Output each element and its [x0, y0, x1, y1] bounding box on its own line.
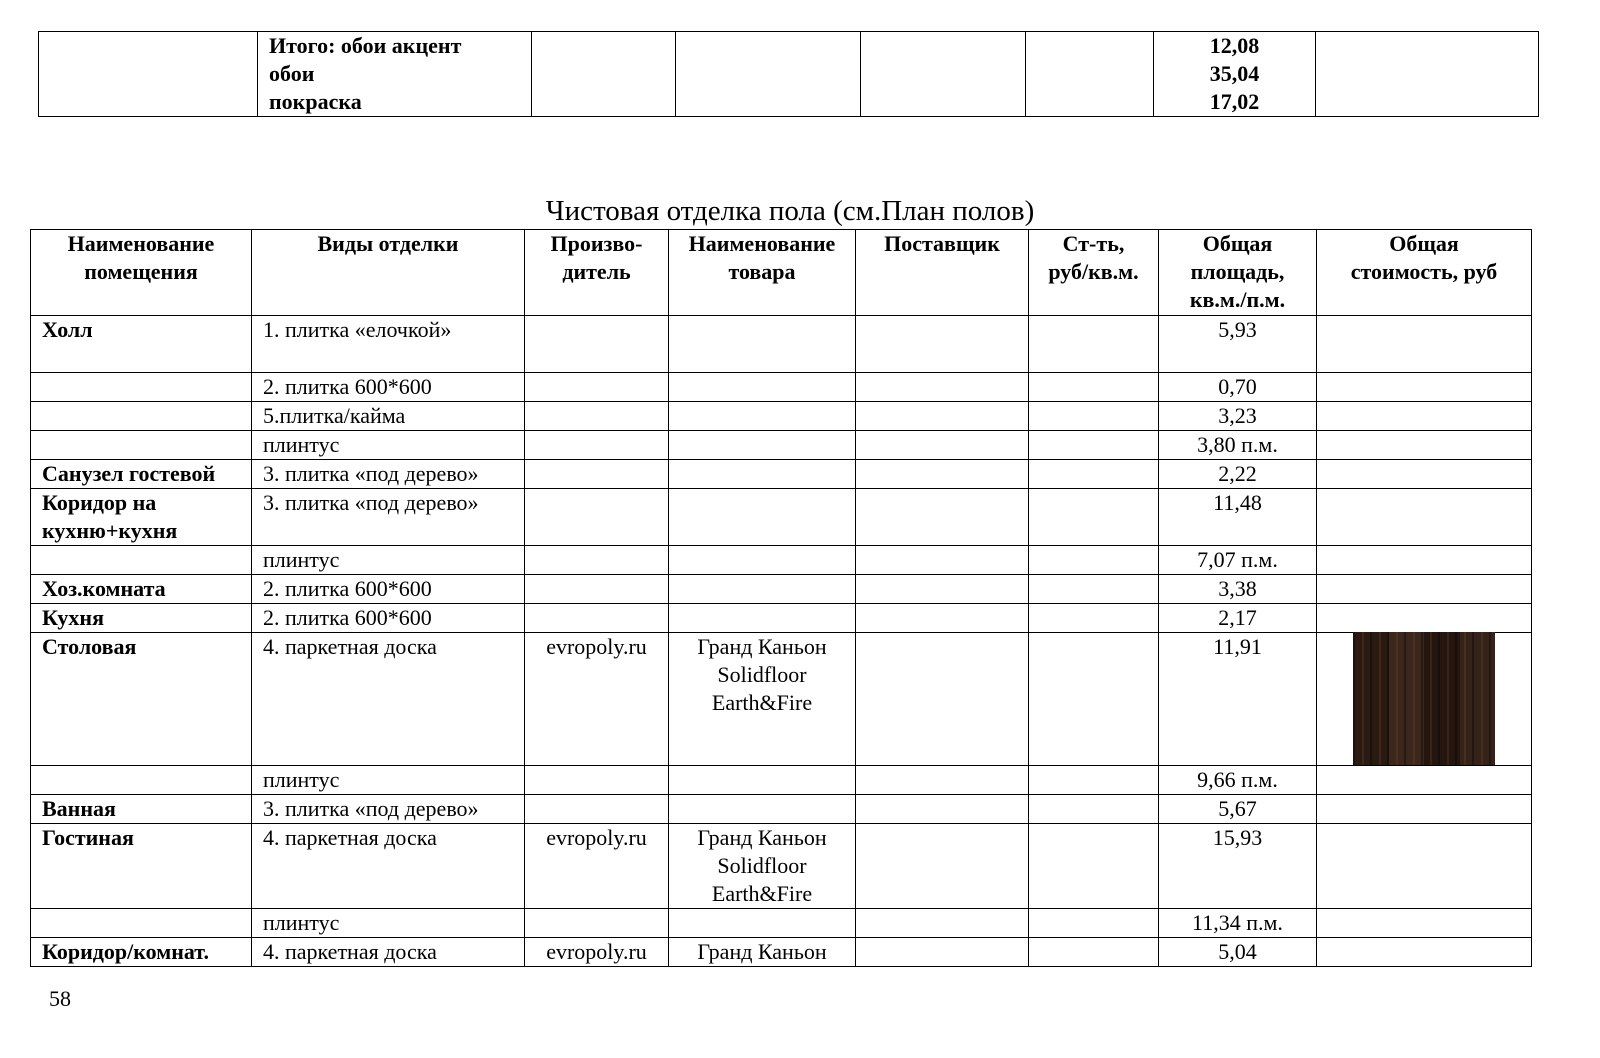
- room-name-cell: [31, 633, 252, 766]
- totals-label-cell: [258, 32, 532, 117]
- table-row: [31, 489, 1532, 546]
- supplier-cell: [856, 431, 1029, 460]
- manufacturer-cell: [525, 909, 669, 938]
- totals-label-line: обои: [269, 61, 315, 86]
- finish-type-cell: 1. плитка «елочкой»: [252, 316, 525, 373]
- room-name-cell: [31, 824, 252, 909]
- totals-cell-empty: [532, 32, 676, 117]
- manufacturer-cell: evropoly.ru: [525, 824, 669, 909]
- product-name-cell: [669, 604, 856, 633]
- totals-cell-empty: [39, 32, 258, 117]
- room-name-cell: [31, 489, 252, 546]
- column-header-line: Общая: [1202, 231, 1273, 256]
- manufacturer-cell: [525, 575, 669, 604]
- table-row: [31, 460, 1532, 489]
- room-name-cell: [31, 402, 252, 431]
- finish-type-cell: 4. паркетная доска: [252, 633, 525, 766]
- room-name-cell: [31, 373, 252, 402]
- area-cell: 11,91: [1159, 633, 1317, 766]
- column-header-line: кв.м./п.м.: [1189, 287, 1286, 312]
- price-cell: [1029, 460, 1159, 489]
- finish-type-cell: плинтус: [252, 909, 525, 938]
- room-name-cell: [31, 316, 252, 373]
- column-header-line: руб/кв.м.: [1048, 259, 1139, 284]
- total-cost-cell: [1317, 766, 1532, 795]
- total-cost-cell: [1317, 546, 1532, 575]
- supplier-cell: [856, 316, 1029, 373]
- finish-type-cell: 3. плитка «под дерево»: [252, 460, 525, 489]
- area-cell: 0,70: [1159, 373, 1317, 402]
- price-cell: [1029, 604, 1159, 633]
- totals-row: [39, 32, 1539, 117]
- supplier-cell: [856, 373, 1029, 402]
- price-cell: [1029, 795, 1159, 824]
- floor-finish-table: [30, 229, 1532, 967]
- column-header-line: Общая: [1389, 231, 1459, 256]
- finish-type-cell: 2. плитка 600*600: [252, 373, 525, 402]
- totals-label-line: покраска: [269, 89, 362, 114]
- column-header: [856, 230, 1029, 316]
- manufacturer-cell: evropoly.ru: [525, 938, 669, 967]
- area-cell: 11,48: [1159, 489, 1317, 546]
- finish-type-cell: 2. плитка 600*600: [252, 575, 525, 604]
- price-cell: [1029, 633, 1159, 766]
- supplier-cell: [856, 402, 1029, 431]
- price-cell: [1029, 824, 1159, 909]
- finish-type-cell: 2. плитка 600*600: [252, 604, 525, 633]
- table-row: [31, 795, 1532, 824]
- total-cost-cell: [1317, 489, 1532, 546]
- supplier-cell: [856, 938, 1029, 967]
- table-row: [31, 402, 1532, 431]
- manufacturer-cell: [525, 489, 669, 546]
- manufacturer-cell: [525, 402, 669, 431]
- price-cell: [1029, 431, 1159, 460]
- total-cost-cell: [1317, 938, 1532, 967]
- column-header-line: дитель: [562, 259, 631, 284]
- manufacturer-cell: [525, 373, 669, 402]
- product-name-cell: [669, 373, 856, 402]
- total-cost-cell: [1317, 909, 1532, 938]
- product-name-cell: [669, 460, 856, 489]
- totals-value-line: 12,08: [1209, 33, 1260, 58]
- totals-label-line: Итого: обои акцент: [269, 33, 462, 58]
- supplier-cell: [856, 546, 1029, 575]
- product-name-line: Гранд Каньон: [697, 939, 827, 964]
- total-cost-cell: [1317, 402, 1532, 431]
- table-row: [31, 604, 1532, 633]
- supplier-cell: [856, 633, 1029, 766]
- finish-type-cell: 3. плитка «под дерево»: [252, 795, 525, 824]
- section-title: Чистовая отделка пола (см.План полов): [545, 195, 1035, 227]
- column-header: [1159, 230, 1317, 316]
- area-cell: 3,38: [1159, 575, 1317, 604]
- manufacturer-cell: [525, 460, 669, 489]
- room-name-cell: [31, 431, 252, 460]
- product-name-cell: [669, 489, 856, 546]
- column-header-line: Ст-ть,: [1062, 231, 1125, 256]
- column-header: [31, 230, 252, 316]
- product-name-line: Гранд Каньон: [697, 634, 827, 659]
- supplier-cell: [856, 795, 1029, 824]
- header-row: [31, 230, 1532, 316]
- product-name-cell: [669, 316, 856, 373]
- product-name-line: Гранд Каньон: [697, 825, 827, 850]
- area-cell: 5,04: [1159, 938, 1317, 967]
- table-body: [31, 316, 1532, 967]
- room-name-line: Санузел гостевой: [42, 461, 216, 486]
- area-cell: 9,66 п.м.: [1159, 766, 1317, 795]
- manufacturer-cell: [525, 546, 669, 575]
- supplier-cell: [856, 575, 1029, 604]
- price-cell: [1029, 575, 1159, 604]
- room-name-cell: [31, 575, 252, 604]
- price-cell: [1029, 316, 1159, 373]
- product-name-line: Earth&Fire: [711, 690, 813, 715]
- room-name-cell: [31, 546, 252, 575]
- table-row: [31, 546, 1532, 575]
- room-name-line: Холл: [42, 317, 93, 342]
- price-cell: [1029, 402, 1159, 431]
- product-name-cell: [669, 546, 856, 575]
- total-cost-cell: [1317, 604, 1532, 633]
- room-name-cell: [31, 795, 252, 824]
- area-cell: 11,34 п.м.: [1159, 909, 1317, 938]
- area-cell: 5,93: [1159, 316, 1317, 373]
- manufacturer-cell: evropoly.ru: [525, 633, 669, 766]
- total-cost-cell: [1317, 795, 1532, 824]
- table-row: [31, 575, 1532, 604]
- price-cell: [1029, 489, 1159, 546]
- supplier-cell: [856, 460, 1029, 489]
- supplier-cell: [856, 824, 1029, 909]
- room-name-line: Коридор на: [42, 490, 157, 515]
- room-name-cell: [31, 604, 252, 633]
- finish-type-cell: 3. плитка «под дерево»: [252, 489, 525, 546]
- manufacturer-cell: [525, 431, 669, 460]
- area-cell: 2,17: [1159, 604, 1317, 633]
- parquet-sample-image: [1353, 632, 1495, 765]
- table-row: [31, 766, 1532, 795]
- total-cost-cell: [1317, 316, 1532, 373]
- column-header-line: площадь,: [1190, 259, 1285, 284]
- page-number: 58: [49, 986, 71, 1011]
- total-cost-cell: [1317, 431, 1532, 460]
- column-header: [252, 230, 525, 316]
- column-header: [669, 230, 856, 316]
- area-cell: 5,67: [1159, 795, 1317, 824]
- room-name-cell: [31, 766, 252, 795]
- supplier-cell: [856, 766, 1029, 795]
- product-name-cell: [669, 824, 856, 909]
- supplier-cell: [856, 489, 1029, 546]
- table-row: [31, 373, 1532, 402]
- column-header: [525, 230, 669, 316]
- column-header-line: Произво-: [550, 231, 643, 256]
- room-name-line: Гостиная: [42, 825, 134, 850]
- product-name-line: Solidfloor: [717, 662, 807, 687]
- supplier-cell: [856, 604, 1029, 633]
- room-name-cell: [31, 938, 252, 967]
- product-name-line: Solidfloor: [717, 853, 807, 878]
- price-cell: [1029, 373, 1159, 402]
- area-cell: 2,22: [1159, 460, 1317, 489]
- column-header-line: Виды отделки: [317, 231, 459, 256]
- total-cost-cell: [1317, 460, 1532, 489]
- product-name-cell: [669, 909, 856, 938]
- totals-value-cell: [1154, 32, 1316, 117]
- price-cell: [1029, 546, 1159, 575]
- totals-cell-empty: [1316, 32, 1539, 117]
- area-cell: 15,93: [1159, 824, 1317, 909]
- finish-type-cell: 5.плитка/кайма: [252, 402, 525, 431]
- room-name-line: Хоз.комната: [42, 576, 166, 601]
- manufacturer-cell: [525, 604, 669, 633]
- finish-type-cell: 4. паркетная доска: [252, 824, 525, 909]
- column-header-line: товара: [728, 259, 796, 284]
- price-cell: [1029, 909, 1159, 938]
- price-cell: [1029, 766, 1159, 795]
- column-header-line: Поставщик: [884, 231, 1000, 256]
- column-header-line: Наименование: [688, 231, 836, 256]
- column-header: [1029, 230, 1159, 316]
- totals-value-line: 17,02: [1209, 89, 1260, 114]
- manufacturer-cell: [525, 795, 669, 824]
- product-name-cell: [669, 766, 856, 795]
- totals-cell-empty: [861, 32, 1026, 117]
- column-header: [1317, 230, 1532, 316]
- finish-type-cell: плинтус: [252, 766, 525, 795]
- room-name-line: Ванная: [42, 796, 116, 821]
- product-name-line: Earth&Fire: [711, 881, 813, 906]
- table-row: [31, 633, 1532, 766]
- totals-cell-empty: [676, 32, 861, 117]
- total-cost-cell: [1317, 373, 1532, 402]
- column-header-line: стоимость, руб: [1350, 259, 1498, 284]
- total-cost-cell: [1317, 824, 1532, 909]
- product-name-cell: [669, 633, 856, 766]
- table-row: [31, 431, 1532, 460]
- totals-table: [38, 31, 1539, 117]
- table-row: [31, 909, 1532, 938]
- column-header-line: Наименование: [67, 231, 215, 256]
- totals-value-line: 35,04: [1209, 61, 1260, 86]
- total-cost-cell: [1317, 575, 1532, 604]
- product-name-cell: [669, 575, 856, 604]
- area-cell: 7,07 п.м.: [1159, 546, 1317, 575]
- room-name-line: Кухня: [42, 605, 104, 630]
- product-name-cell: [669, 402, 856, 431]
- finish-type-cell: 4. паркетная доска: [252, 938, 525, 967]
- finish-type-cell: плинтус: [252, 546, 525, 575]
- area-cell: 3,23: [1159, 402, 1317, 431]
- table-row: [31, 824, 1532, 909]
- manufacturer-cell: [525, 316, 669, 373]
- totals-cell-empty: [1026, 32, 1154, 117]
- product-name-cell: [669, 795, 856, 824]
- table-row: [31, 316, 1532, 373]
- supplier-cell: [856, 909, 1029, 938]
- product-name-cell: [669, 938, 856, 967]
- price-cell: [1029, 938, 1159, 967]
- room-name-line: Столовая: [42, 634, 137, 659]
- product-name-cell: [669, 431, 856, 460]
- room-name-cell: [31, 460, 252, 489]
- manufacturer-cell: [525, 766, 669, 795]
- room-name-line: кухню+кухня: [42, 518, 178, 543]
- column-header-line: помещения: [84, 259, 198, 284]
- table-row: [31, 938, 1532, 967]
- room-name-cell: [31, 909, 252, 938]
- room-name-line: Коридор/комнат.: [42, 939, 209, 964]
- finish-type-cell: плинтус: [252, 431, 525, 460]
- area-cell: 3,80 п.м.: [1159, 431, 1317, 460]
